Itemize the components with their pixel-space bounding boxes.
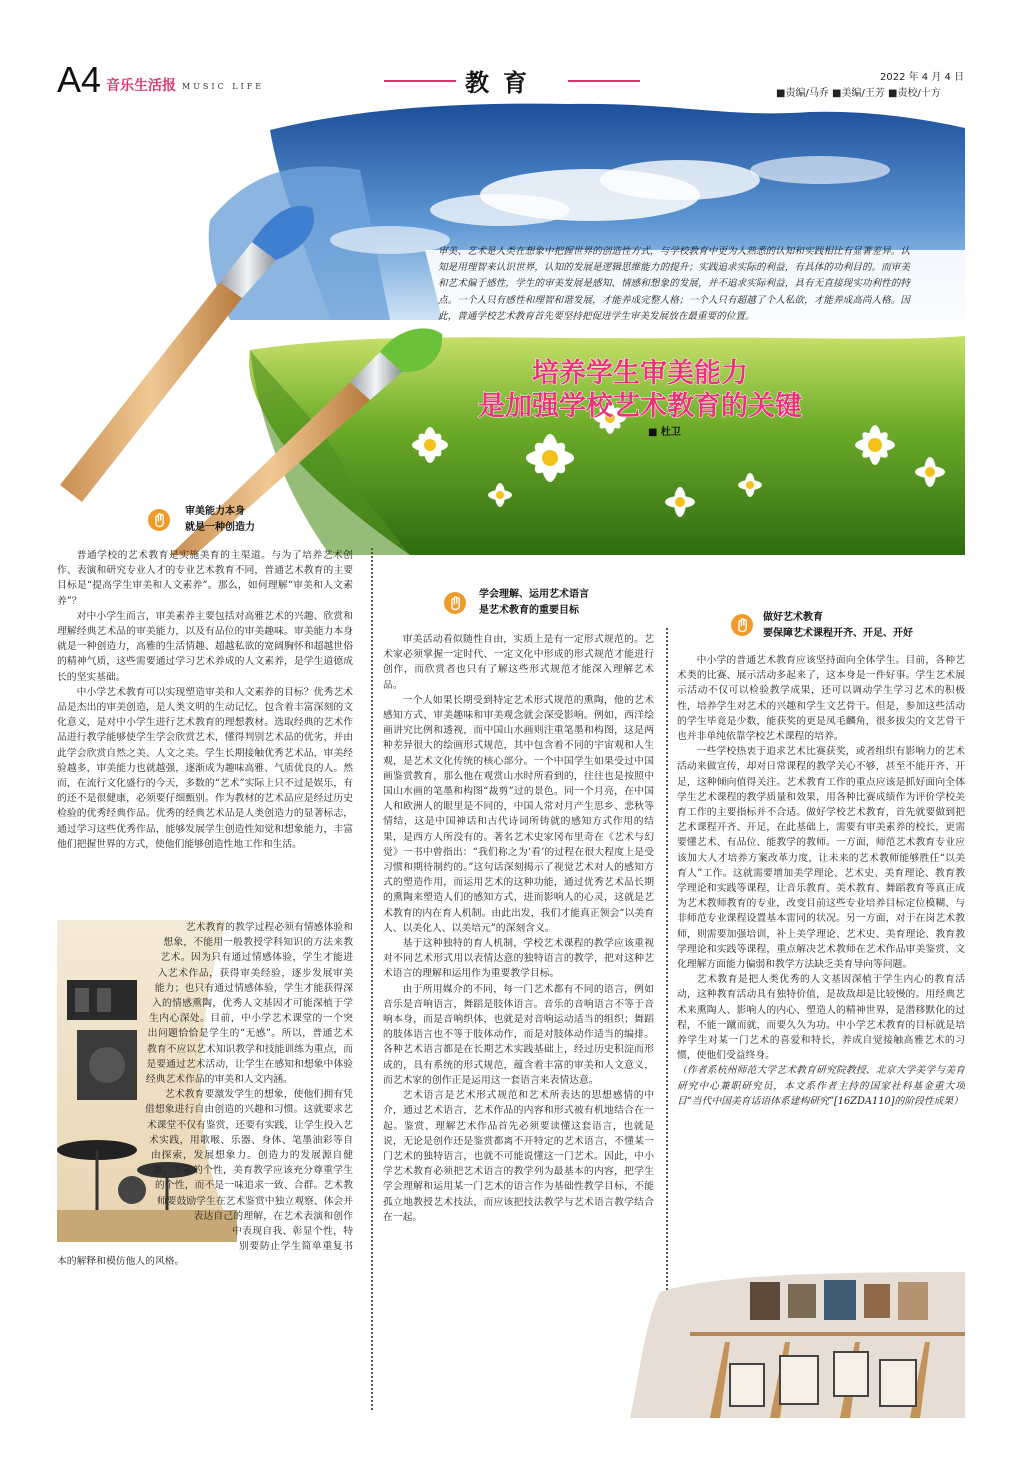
paragraph: 一些学校热衷于追求艺术比赛获奖，或者组织有影响力的艺术活动来做宣传，却对日常课程的教学关心不够，甚至不能开齐、开足，这种倾向值得关注。艺术教育工作的重点应该是抓好面向全体学生艺术课程的教学质量和效果，用各种比赛成绩作为评价学校美育工作的主要指标并不合适。做好学校艺术教育，首先就要做到把艺术课程开齐、开足，在此基础上，需要有审美素养的校长，更需要懂艺术、有品位、能教学的教师。一方面，师范艺术教育专业应该加大人才培养方案改革力度，让未来的艺术教师能够胜任“以美育人”工作。这就需要增加美学理论、艺术史、美育理论、教育教学理论和实践等课程，让音乐教育、美术教育、舞蹈教育等真正成为艺术教师教育的专业，改变目前这些专业培养目标定位模糊、与非师范专业课程设置基本雷同的状况。另一方面，对于在岗艺术教师，则需要加强培训，补上美学理论、艺术史、美育理论、教育教学理论和实践等课程，重点解决艺术教师在艺术作品审美鉴赏、文化理解方面能力偏弱和教学方法缺乏美育导向等问题。 [677, 746, 965, 971]
article-column-1a [57, 548, 353, 918]
article-column-2 [383, 632, 654, 1410]
banner-graphic [30, 100, 965, 555]
author-bio: （作者系杭州师范大学艺术教育研究院教授、北京大学美学与美育研究中心兼职研究员，本文系作者主持的国家社科基金重大项目“当代中国美育话语体系建构研究”[16ZDA110]的阶段性成果） [677, 1065, 965, 1107]
paragraph: 中小学艺术教育可以实现塑造审美和人文素养的目标？优秀艺术品是杰出的审美创造，是人类文明的生动记忆，包含着丰富深刻的文化意义，是对中小学生进行艺术教育的理想教材。选取经典的艺术作品进行教学能够使学生学会欣赏艺术，懂得判别艺术品的优劣，并由此学会欣赏自然之美、人文之美。学生长期接触优秀艺术品，审美经验越多，审美能力也就越强，逐渐成为趣味高雅、气质优良的人。然而，在流行文化盛行的今天，多数的“艺术”实际上只不过是娱乐，有的还不是很健康，必须要仔细甄别。作为教材的艺术品应是经过历史检验的优秀经典作品。优秀的经典艺术品是人类创造力的显著标志，通过学习这些优秀作品，能够发展学生创造性知觉和想象能力，丰富他们把握世界的方式，使他们能够创造性地工作和生活。 [57, 686, 353, 850]
section-heading-3-line-2: 要保障艺术课程开齐、开足、开好 [763, 628, 913, 639]
banner-illustration [30, 100, 965, 555]
paragraph: 对中小学生而言，审美素养主要包括对高雅艺术的兴趣、欣赏和理解经典艺术品的审美能力，以及有品位的审美趣味。审美能力本身就是一种创造力，高雅的生活情趣、超越私欲的宽阔胸怀和超越世俗的精神气质，这些需要通过学习艺术养成的人文素养，是学生道德成长的坚实基础。 [57, 610, 353, 683]
paragraph: 基于这种独特的育人机制，学校艺术课程的教学应该重视对不同艺术形式用以表情达意的独特语言的教学，把对这种艺术语言的理解和运用作为重要教学目标。 [383, 938, 654, 980]
paragraph: 一个人如果长期受到特定艺术形式规范的熏陶，他的艺术感知方式、审美趣味和审美观念就会深受影响。例如，西洋绘画讲究比例和透视，而中国山水画则注重笔墨和构图，这是两种差异很大的绘画形式规范，其中包含着不同的宇宙观和人生观，是艺术文化传统的核心部分。一个中国学生如果受过中国画鉴赏教育，那么他在观赏山水时所看到的，往往也是按照中国山水画的笔墨和构图“裁剪”过的景色。同一个月亮，在中国人和欧洲人的眼里是不同的，中国人常对月产生思乡、悲秋等情结，这是中国神话和古代诗词所铸就的感知方式作用的结果，是西方人所没有的。著名艺术史家冈布里奇在《艺术与幻觉》一书中曾指出：“我们称之为‘看’的过程在很大程度上是受习惯和期待制约的。”这句话深刻揭示了视觉艺术对人的感知方式的塑造作用，而运用艺术的这种功能，通过优秀艺术品长期的熏陶来塑造人们的感知方式，进而影响人的心灵，这就是艺术教育的内在育人机制。由此出发，我们才能真正领会“以美育人、以美化人、以美培元”的深刻含义。 [383, 694, 654, 934]
hand-badge-icon [148, 509, 170, 531]
section-title: 教育 [465, 69, 541, 97]
header-line-left [384, 80, 456, 82]
paragraph: 艺术教育要激发学生的想象，使他们拥有凭借想象进行自由创造的兴趣和习惯。这就要求艺术课堂不仅有鉴赏，还要有实践，让学生投入艺术实践，用歌喉、乐器、身体、笔墨油彩等自由探索，发展想象力。创造力的发展源自健康、丰富的个性，美育教学应该充分尊重学生的个性，而不是一味追求一致、合群。艺术教师要鼓励学生在艺术鉴赏中独立观察、体会并表达自己的理解，在艺术表演和创作中表现自我、彰显个性，特别要防止学生简单重复书本的解释和模仿他人的风格。 [57, 1089, 353, 1268]
paragraph: 普通学校的艺术教育是实施美育的主渠道。与为了培养艺术创作、表演和研究专业人才的专业艺术教育不同，普通艺术教育的主要目标是“提高学生审美和人文素养”。那么，如何理解“审美和人文素养”？ [57, 550, 353, 607]
hand-badge-icon [731, 614, 753, 636]
paragraph: 由于所用媒介的不同，每一门艺术都有不同的语言，例如音乐是音响语言，舞蹈是肢体语言。音乐的音响语言不等于音响本身，而是音响织体，也就是对音响运动适当的组织；舞蹈的肢体语言也不等于肢体动作，而是对肢体动作适当的编排。各种艺术语言都是在长期艺术实践基础上，经过历史积淀而形成的，具有系统的形式规范，蕴含着丰富的审美和人文意义，而艺术家的创作正是运用这一套语言来表情达意。 [383, 983, 654, 1086]
editor-credits: ■责编/马乔 ■美编/王芳 ■责校/十方 [776, 88, 941, 99]
issue-date: 2022 年 4 月 4 日 [880, 72, 965, 83]
paragraph: 艺术教育的教学过程必须有情感体验和想象，不能用一般教授学科知识的方法来教艺术。因为只有通过情感体验，学生才能进入艺术作品，获得审美经验，逐步发展审美能力；也只有通过情感体验，学生才能获得深入的情感熏陶，优秀人文基因才可能深植于学生内心深处。目前，中小学艺术课堂的一个突出问题恰恰是学生的“无感”。所以，普通艺术教育不应以艺术知识教学和技能训练为重点，而是要通过艺术活动，让学生在感知和想象中体验经典艺术作品的审美和人文内涵。 [145, 922, 353, 1086]
article-column-1b [57, 920, 353, 1410]
paper-name-en: MUSIC LIFE [182, 82, 265, 91]
article-author: ■ 杜卫 [648, 427, 681, 438]
paragraph: 中小学的普通艺术教育应该坚持面向全体学生。目前，各种艺术类的比赛、展示活动多起来了，这本身是一件好事。学生艺术展示活动不仅可以检验教学成果，还可以调动学生学习艺术的积极性，培养学生对艺术的兴趣和学生文艺骨干。但是，参加这些活动的学生毕竟是少数，能获奖的更是凤毛麟角，很多拔尖的文艺骨干也并非单纯依靠学校艺术课程的培养。 [677, 655, 965, 743]
section-heading-3 [763, 610, 913, 642]
article-headline [470, 357, 810, 423]
paper-name: 音乐生活报 [106, 78, 176, 94]
section-heading-1 [185, 504, 255, 536]
paragraph: 艺术教育是把人类优秀的人文基因深植于学生内心的教育活动，这种教育活动具有独特价值，是故敌却是比较慢的。用经典艺术来熏陶人、影响人的内心、塑造人的精神世界，是潜移默化的过程，不能一蹴而就，而要久久为功。中小学艺术教育的目标就是培养学生对某一门艺术的喜爱和特长，养成自觉接触高雅艺术的习惯，使他们受益终身。 [677, 974, 965, 1062]
paragraph: 审美活动看似随性自由，实质上是有一定形式规范的。艺术家必须掌握一定时代、一定文化中形成的形式规范才能进行创作，而欣赏者也只有了解这些形式规范才能深入理解艺术品。 [383, 634, 654, 691]
section-heading-2-line-2: 是艺术教育的重要目标 [479, 605, 579, 616]
art-studio-photo [630, 1272, 965, 1418]
header-line-right [568, 80, 640, 82]
column-divider [371, 548, 373, 1410]
section-heading-3-line-1: 做好艺术教育 [763, 612, 823, 623]
paragraph: 艺术语言是艺术形式规范和艺术所表达的思想感情的中介，通过艺术语言，艺术作品的内容和形式被有机地结合在一起。鉴赏、理解艺术作品首先必须要读懂这套语言，也就是说，无论是创作还是鉴赏都离不开特定的艺术语言，不懂某一门艺术的独特语言，也就不可能说懂这一门艺术。因此，中小学艺术教育必须把艺术语言的教学列为最基本的内容，把学生学会理解和运用某一门艺术的语言作为基础性教学目标，不能孤立地教授艺术技法，而应该把技法教学与艺术语言教学结合在一起。 [383, 1090, 654, 1223]
section-heading-2-line-1: 学会理解、运用艺术语言 [479, 589, 589, 600]
section-heading-1-line-2: 就是一种创造力 [185, 522, 255, 533]
page-number: A4 [57, 59, 102, 100]
section-heading-2 [479, 587, 589, 619]
intro-summary: 审美、艺术是人类在想象中把握世界的创造性方式，与学校教育中更为人熟悉的认知和实践相比有显著差异。认知是用理智来认识世界，认知的发展是逻辑思维能力的提升；实践追求实际的利益，有具体的功利目的。而审美和艺术偏于感性，学生的审美发展是感知、情感和想象的发展，并不追求实际利益，具有无直接现实功利性的特点。一个人只有感性和理智和谐发展，才能养成完整人格；一个人只有超越了个人私欲，才能养成高尚人格。因此，普通学校艺术教育首先要坚持把促进学生审美发展放在最重要的位置。 [438, 246, 910, 322]
hand-badge-icon [444, 592, 466, 614]
article-column-3 [677, 653, 965, 1273]
headline-line-1: 培养学生审美能力 [532, 358, 748, 389]
headline-line-2: 是加强学校艺术教育的关键 [478, 391, 802, 422]
section-heading-1-line-1: 审美能力本身 [185, 506, 245, 517]
